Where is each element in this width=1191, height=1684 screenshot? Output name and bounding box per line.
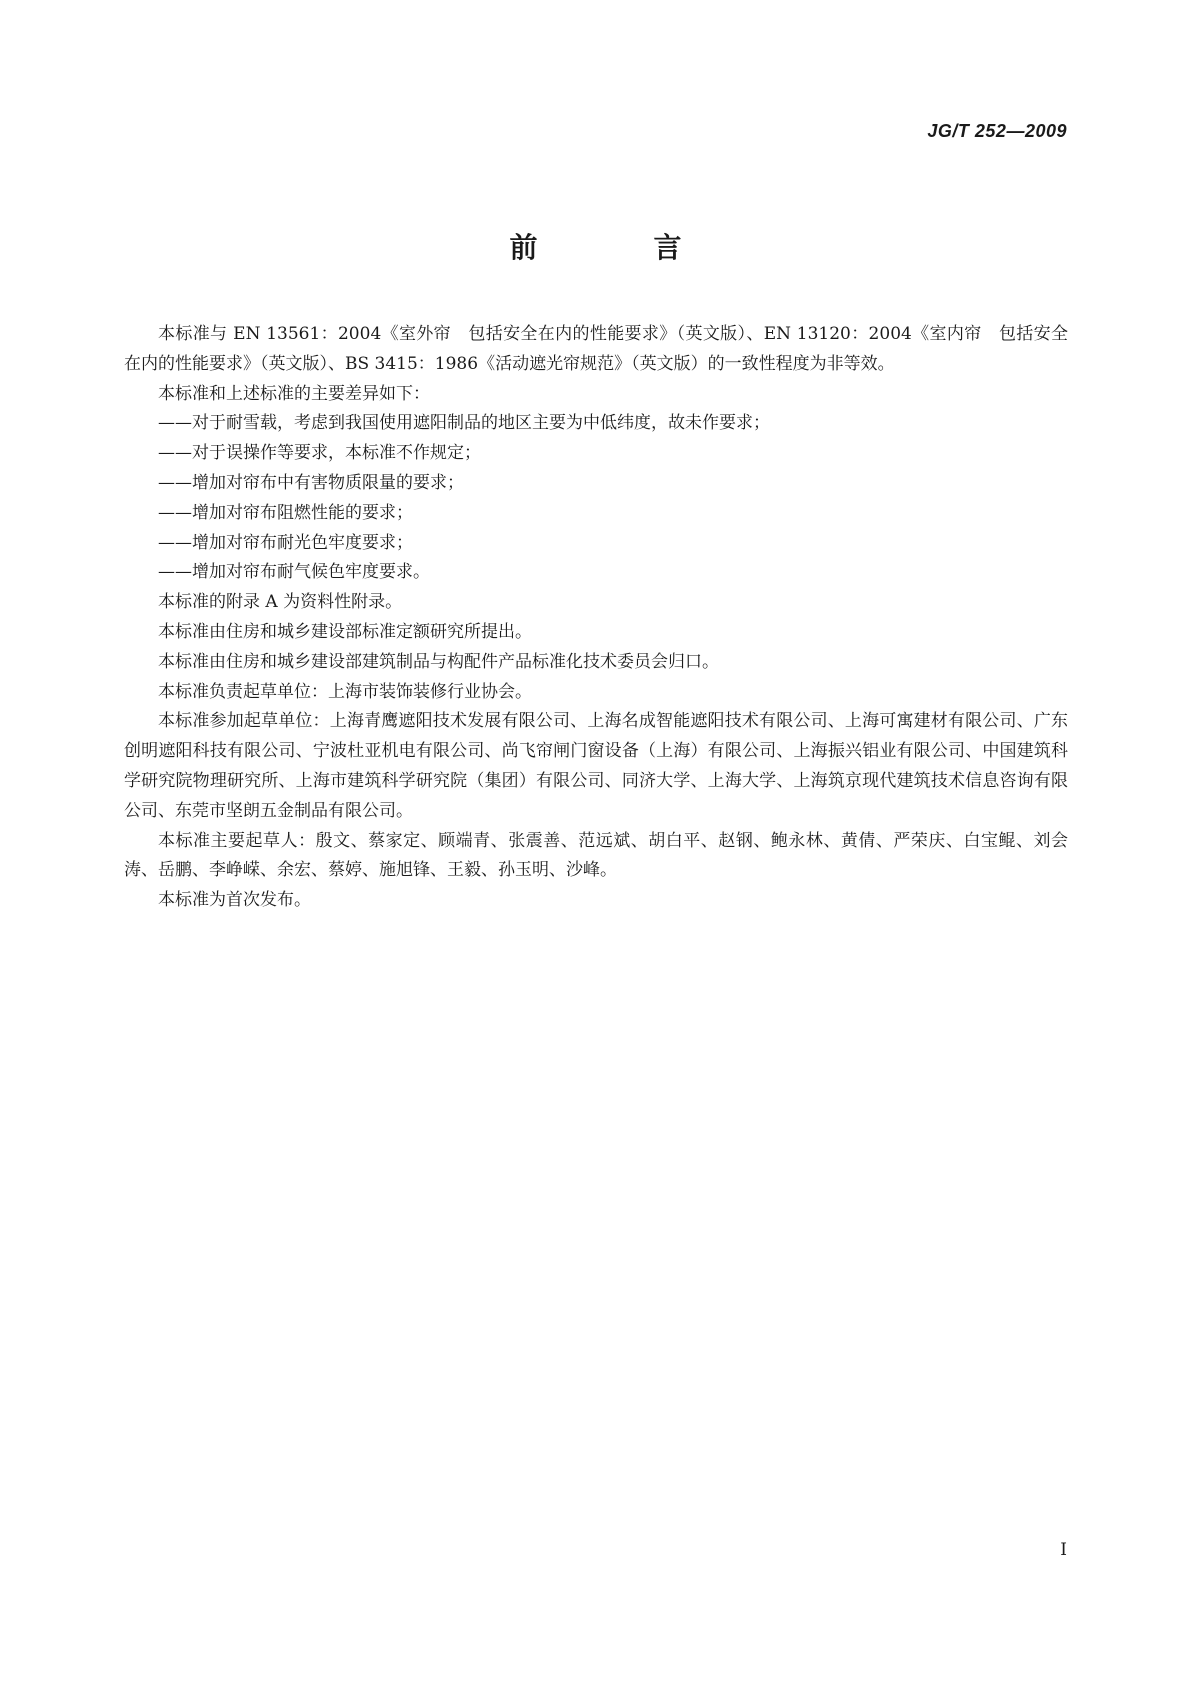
list-item: ——对于误操作等要求，本标准不作规定； xyxy=(158,443,481,464)
list-item: ——增加对帘布阻燃性能的要求； xyxy=(158,502,413,523)
committee-paragraph: 本标准由住房和城乡建设部建筑制品与构配件产品标准化技术委员会归口。 xyxy=(158,651,719,672)
page-number: I xyxy=(1060,1540,1067,1560)
participating-drafters-paragraph: 本标准参加起草单位：上海青鹰遮阳技术发展有限公司、上海名成智能遮阳技术有限公司、上海可寓建材有限公司、广东创明遮阳科技有限公司、宁波杜亚机电有限公司、尚飞帘闸门窗设备（上海）有限公司、上海振兴铝业有限公司、中国建筑科学研究院物理研究所、上海市建筑科学研究院（集团）有限公司、同济大学、上海大学、上海筑京现代建筑技术信息咨询有限公司、东莞市坚朗五金制品有限公司。 xyxy=(124,711,1068,821)
main-drafters-paragraph: 本标准主要起草人：殷文、蔡家定、顾端青、张震善、范远斌、胡白平、赵钢、鲍永林、黄倩、严荣庆、白宝鲲、刘会涛、岳鹏、李峥嵘、余宏、蔡婷、施旭锋、王毅、孙玉明、沙峰。 xyxy=(124,830,1068,881)
differences-intro: 本标准和上述标准的主要差异如下： xyxy=(158,383,430,404)
equivalence-paragraph: 本标准与 EN 13561：2004《室外帘 包括安全在内的性能要求》（英文版）、EN 13120：2004《室内帘 包括安全在内的性能要求》（英文版）、BS 3415：1986《活动遮光帘规范》（英文版）的一致性程度为非等效。 xyxy=(124,324,1068,374)
proposer-paragraph: 本标准由住房和城乡建设部标准定额研究所提出。 xyxy=(158,621,532,642)
standard-code: JG/T 252—2009 xyxy=(927,121,1067,141)
differences-list xyxy=(124,409,1068,588)
foreword-body xyxy=(124,320,1068,916)
appendix-paragraph: 本标准的附录 A 为资料性附录。 xyxy=(158,592,403,613)
list-item: ——增加对帘布耐气候色牢度要求。 xyxy=(158,562,430,583)
page-title: 前 言 xyxy=(509,231,726,264)
first-release-paragraph: 本标准为首次发布。 xyxy=(158,890,311,911)
list-item: ——增加对帘布耐光色牢度要求； xyxy=(158,532,413,553)
list-item: ——对于耐雪载，考虑到我国使用遮阳制品的地区主要为中低纬度，故未作要求； xyxy=(158,413,770,434)
list-item: ——增加对帘布中有害物质限量的要求； xyxy=(158,472,464,493)
lead-drafter-paragraph: 本标准负责起草单位：上海市装饰装修行业协会。 xyxy=(158,681,532,702)
